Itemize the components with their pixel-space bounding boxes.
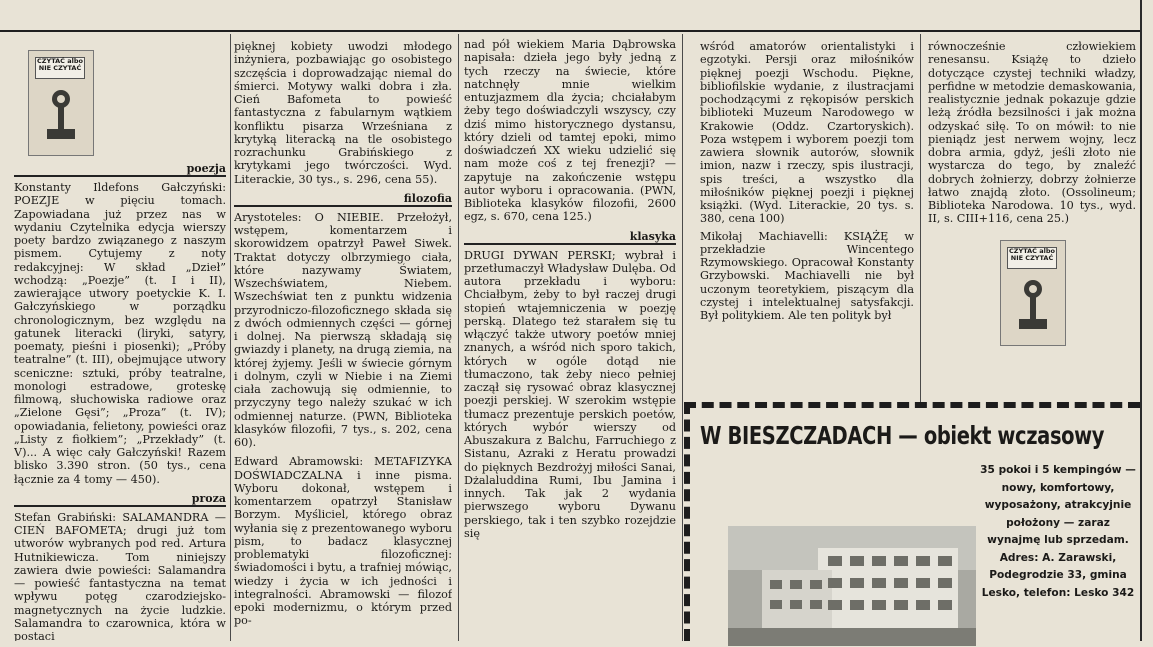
stamp-sign: CZYTAĆ albo NIE CZYTAĆ	[35, 57, 85, 79]
column-divider	[230, 34, 231, 641]
section-label-klasyka: klasyka	[464, 230, 676, 245]
column-divider	[920, 34, 921, 402]
column-4	[700, 40, 914, 402]
review-arystoteles: Arystoteles: O NIEBIE. Przełożył, wstępem, komentarzem i skorowidzem opatrzył Paweł Siwek. Traktat dotyczy olbrzymiego ciała, które nazywamy Światem, Wszechświatem, Niebem. Wszechświat ten z punktu widzenia przyrodniczo-filozoficznego składa się z dwóch odmiennych części — górnej i dolnej. Na pierwszą składają się gwiazdy i planety, na drugą ziemia, na której żyjemy. Jeśli w świecie górnym i dolnym, czyli w Niebie i na Ziemi ciała zachowują się odmiennie, to przyczyny tego należy szukać w ich odmiennej naturze. (PWN, Biblioteka klasyków filozofii, 7 tys., s. 202, cena 60).	[234, 210, 452, 449]
stamp-figure-icon	[41, 85, 81, 143]
column-5	[928, 40, 1136, 402]
review-abramowski-continued: nad pół wiekiem Maria Dąbrowska napisała: dzieła jego były jedną z tych rzeczy na świecie, które natchnęły mnie wielkim entuzjazmem dla życia; chciałabym żeby tego doświadczyli wszyscy, czy dziś mimo historycznego dystansu, który dzieli od tamtej epoki, mimo doświadczeń XX wieku udzielić się nam może coś z tej frenezji? — zapytuje na zakończenie wstępu autor wyboru i opracowania. (PWN, Biblioteka klasyków filozofii, 2600 egz, s. 670, cena 125.)	[464, 38, 676, 224]
column-1	[14, 34, 226, 641]
review-grabinski-continued: pięknej kobiety uwodzi młodego inżyniera, pozbawiając go osobistego szczęścia i doprowadzając niemal do śmierci. Motywy walki dobra i zła. Cień Bafometa to powieść fantastyczna z fabularnym wątkiem konfliktu pisarza Wrześniana z krytyką literacką na tle osobistego rozrachunku Grabińskiego z krytykami jego twórczości. Wyd. Literackie, 30 tys., s. 296, cena 55).	[234, 40, 452, 186]
column-divider	[682, 34, 683, 641]
czytac-stamp-logo	[1000, 240, 1066, 346]
page-edge	[1140, 0, 1142, 641]
review-galczynski: Konstanty Ildefons Gałczyński: POEZJE w pięciu tomach. Zapowiadana już przez nas w wydaniu Czytelnika edycja wierszy poety bardzo związanego z naszym pismem. Cytujemy z noty redakcyjnej: W skład „Dzieł” wchodzą: „Poezje” (t. I i II), zawierające utwory poetyckie K. I. Gałczyńskiego w porządku chronologicznym, bez względu na gatunek literacki (liryki, satyry, poematy, pieśni i piosenki); „Próby teatralne” (t. III), obejmujące utwory sceniczne: sztuki, próby teatralne, monologi estradowe, groteskę filmową, słuchowiska radiowe oraz „Zielone Gęsi”; „Proza” (t. IV); opowiadania, felietony, powieści oraz „Listy z fiołkiem”; „Przekłady” (t. V)... A więc cały Gałczyński! Razem blisko 3.390 stron. (50 tys., cena łącznie za 4 tomy — 450).	[14, 181, 226, 486]
section-label-proza: proza	[14, 492, 226, 507]
column-divider	[458, 34, 459, 641]
czytac-stamp-logo	[28, 50, 94, 156]
advertisement-box	[684, 402, 1140, 647]
ad-headline: W BIESZCZADACH — obiekt wczasowy	[700, 421, 1105, 450]
review-grabinski: Stefan Grabiński: SALAMANDRA — CIEŃ BAFOMETA; drugi już tom utworów wybranych pod red. Artura Hutnikiewicza. Tom niniejszy zawiera dwie powieści: Salamandra — powieść fantastyczna na temat wpływu potęg czarodziejsko-magnetycznych na życie ludzkie. Salamandra to czarownica, która w postaci	[14, 510, 226, 641]
review-drugi-dywan-perski: DRUGI DYWAN PERSKI; wybrał i przetłumaczył Władysław Dulęba. Od autora przekładu i wyboru: Chciałbym, żeby to był raczej drugi stopień wtajemniczenia w poezję perską. Dlatego też starałem się tu włączyć także utwory poetów mniej znanych, a wśród nich sporo takich, których w ogóle dotąd nie tłumaczono, tak żeby nieco pełniej zaczął się rysować obraz klasycznej poezji perskiej. W szerokim wstępie tłumacz prezentuje perskich poetów, których wybór wierszy od Abuszakura z Balchu, Farruchiego z Sistanu, Azraki z Heratu prowadzi do pięknych Bezdrożyj miłości Sanai, Dżalaluddina Rumi, Ibu Jamina i innych. Tak jak 2 wydania pierwszego wyboru Dywanu perskiego, tak i ten szybko rozejdzie się	[464, 248, 676, 540]
review-machiavelli-continued: równocześnie człowiekiem renesansu. Książę to dzieło dotyczące czystej techniki władzy, perfidne w metodzie demaskowania, realistycznie jednak pokazuje gdzie leżą źródła bezsilności i jak można odzyskać siłę. To on mówił: to nie pieniądz jest nerwem wojny, lecz dobra armia, gdyż, jeśli złoto nie wystarcza do tego, by znaleźć dobrych żołnierzy, dobrzy żołnierze łatwo znajdą złoto. (Ossolineum; Biblioteka Narodowa. 10 tys., wyd. II, s. CIII+116, cena 25.)	[928, 40, 1136, 226]
column-2	[234, 40, 452, 647]
column-3	[464, 38, 676, 645]
section-label-filozofia: filozofia	[234, 192, 452, 207]
section-label-poezja: poezja	[14, 162, 226, 177]
stamp-figure-icon	[1013, 275, 1053, 333]
stamp-sign: CZYTAĆ albo NIE CZYTAĆ	[1007, 247, 1057, 269]
ad-body-text: 35 pokoi i 5 kempingów — nowy, komfortowy, wyposażony, atrakcyjnie położony — zaraz wynajmę lub sprzedam. Adres: A. Zarawski, Podegrodzie 33, gmina Lesko, telefon: Lesko 342	[980, 464, 1136, 599]
top-rule	[0, 30, 1140, 32]
building-photo	[728, 526, 976, 646]
review-abramowski: Edward Abramowski: METAFIZYKA DOŚWIADCZALNA i inne pisma. Wyboru dokonał, wstępem i komentarzem opatrzył Stanisław Borzym. Myśliciel, którego obraz wyłania się z prezentowanego wyboru pism, to badacz klasycznej problematyki filozoficznej: świadomości i bytu, a trafniej mówiąc, wiedzy i życia w ich jedności i integralności. Abramowski — filozof epoki modernizmu, o którym przed po-	[234, 455, 452, 628]
review-dywan-continued: wśród amatorów orientalistyki i egzotyki. Persji oraz miłośników pięknej poezji Wschodu. Piękne, bibliofilskie wydanie, z ilustracjami pochodzącymi z rękopisów perskich biblioteki Muzeum Narodowego w Krakowie (Oddz. Czartoryskich). Poza wstępem i wyborem poezji tom zawiera słownik autorów, słownik imion, nazw i rzeczy, spis ilustracji, spis treści, a wszystko dla miłośników pięknej poezji i pięknej książki. (Wyd. Literackie, 20 tys. s. 380, cena 100)	[700, 40, 914, 226]
review-machiavelli: Mikołaj Machiavelli: KSIĄŻĘ w przekładzie Wincentego Rzymowskiego. Opracował Konstanty Grzybowski. Machiavelli nie był uczonym teoretykiem, piszącym dla czystej i intelektualnej satysfakcji. Był politykiem. Ale ten polityk był	[700, 229, 914, 322]
